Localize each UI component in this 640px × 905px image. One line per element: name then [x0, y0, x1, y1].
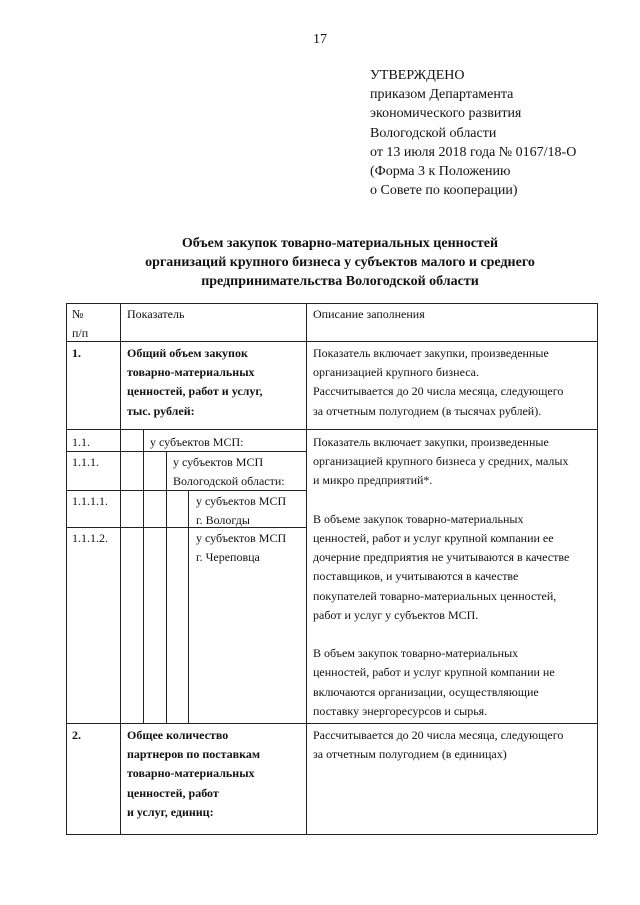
- approval-line: Вологодской области: [370, 125, 497, 141]
- row1-description-line: организацией крупного бизнеса.: [313, 365, 480, 380]
- row2-indicator-line: ценностей, работ: [127, 785, 219, 800]
- description-line: покупателей товарно-материальных ценностей,: [313, 588, 557, 603]
- description-line: организацией крупного бизнеса у средних, малых: [313, 454, 569, 469]
- header-num: [72, 305, 88, 343]
- title-line: предпринимательства Вологодской области: [201, 274, 479, 289]
- approval-line: УТВЕРЖДЕНО: [370, 68, 465, 83]
- row-1-1-1-1-indicator: [196, 492, 286, 530]
- row-1-1-1-2-indicator-line: г. Череповца: [196, 550, 260, 565]
- description-line: включаются организации, осуществляющие: [313, 684, 539, 699]
- table-border: [66, 429, 597, 430]
- title-line: Объем закупок товарно-материальных ценностей: [181, 236, 499, 251]
- table-border: [597, 303, 598, 834]
- approval-line: приказом Департамента: [370, 87, 514, 103]
- table-border: [306, 303, 307, 834]
- approval-line: (Форма 3 к Положению: [370, 164, 511, 180]
- description-line: поставщиков, и учитываются в качестве: [313, 569, 519, 584]
- row1-description: [313, 344, 563, 421]
- row-1-1-1-1-num: 1.1.1.1.: [72, 494, 108, 508]
- row2-indicator-line: и услуг, единиц:: [127, 804, 214, 819]
- description-line: поставку энергоресурсов и сырья.: [313, 703, 488, 718]
- description-line: [313, 491, 569, 510]
- description-line: ценностей, работ и услуг крупной компании ее: [313, 531, 554, 546]
- row1-indicator-line: тыс. рублей:: [127, 403, 195, 418]
- row1-num: 1.: [72, 346, 81, 360]
- row-1-1-1-1-indicator-line: г. Вологды: [196, 513, 250, 528]
- page-number: 17: [313, 32, 327, 47]
- header-indicator: Показатель: [127, 307, 185, 321]
- description-line: и микро предприятий*.: [313, 473, 433, 488]
- sub-rows-description: [313, 433, 569, 721]
- row1-description-line: за отчетным полугодием (в тысячах рублей).: [313, 403, 542, 418]
- table-border: [66, 341, 597, 342]
- table-border: [188, 490, 189, 723]
- table-border: [66, 834, 597, 835]
- row1-description-line: Показатель включает закупки, произведенные: [313, 346, 549, 360]
- table-border: [166, 451, 167, 723]
- table-border: [120, 303, 121, 834]
- description-line: Показатель включает закупки, произведенные: [313, 435, 549, 449]
- row-1-1-1-num: 1.1.1.: [72, 455, 99, 469]
- description-line: В объем закупок товарно-материальных: [313, 646, 519, 661]
- row2-indicator: [127, 726, 260, 822]
- document-title: [80, 234, 600, 291]
- row2-num: 2.: [72, 728, 81, 742]
- table-border: [66, 303, 67, 834]
- header-num-line: п/п: [72, 326, 89, 341]
- row2-indicator-line: партнеров по поставкам: [127, 747, 261, 762]
- row-1-1-indicator: у субъектов МСП:: [150, 435, 244, 449]
- approval-block: [370, 66, 576, 200]
- table-border: [143, 429, 144, 723]
- row2-description: [313, 726, 563, 764]
- description-line: В объеме закупок товарно-материальных: [313, 511, 524, 526]
- description-line: [313, 625, 569, 644]
- row-1-1-num: 1.1.: [72, 435, 90, 449]
- row-1-1-1-1-indicator-line: у субъектов МСП: [196, 494, 287, 508]
- row2-indicator-line: Общее количество: [127, 728, 229, 742]
- row1-indicator: [127, 344, 262, 421]
- row1-description-line: Рассчитывается до 20 числа месяца, следующего: [313, 384, 564, 399]
- row-1-1-1-2-indicator: [196, 529, 286, 567]
- row-1-1-1-indicator-line: Вологодской области:: [173, 474, 285, 489]
- approval-line: о Совете по кооперации): [370, 183, 518, 199]
- header-num-line: №: [72, 307, 84, 321]
- description-line: работ и услуг у субъектов МСП.: [313, 607, 479, 622]
- row1-indicator-line: Общий объем закупок: [127, 346, 248, 360]
- row-1-1-1-2-indicator-line: у субъектов МСП: [196, 531, 287, 545]
- row2-description-line: Рассчитывается до 20 числа месяца, следующего: [313, 728, 564, 742]
- row1-indicator-line: товарно-материальных: [127, 365, 255, 380]
- row2-description-line: за отчетным полугодием (в единицах): [313, 747, 507, 762]
- row2-indicator-line: товарно-материальных: [127, 766, 255, 781]
- description-line: ценностей, работ и услуг крупной компании не: [313, 665, 555, 680]
- approval-line: от 13 июля 2018 года № 0167/18-О: [370, 144, 577, 160]
- approval-line: экономического развития: [370, 106, 522, 122]
- title-line: организаций крупного бизнеса у субъектов малого и среднего: [145, 255, 535, 270]
- header-description: Описание заполнения: [313, 307, 425, 321]
- row1-indicator-line: ценностей, работ и услуг,: [127, 384, 263, 399]
- row-1-1-1-2-num: 1.1.1.2.: [72, 531, 108, 545]
- row-1-1-1-indicator-line: у субъектов МСП: [173, 455, 264, 469]
- row-1-1-1-indicator: [173, 453, 285, 491]
- table-border: [66, 303, 597, 304]
- table-border: [66, 723, 597, 724]
- description-line: дочерние предприятия не учитываются в качестве: [313, 550, 570, 565]
